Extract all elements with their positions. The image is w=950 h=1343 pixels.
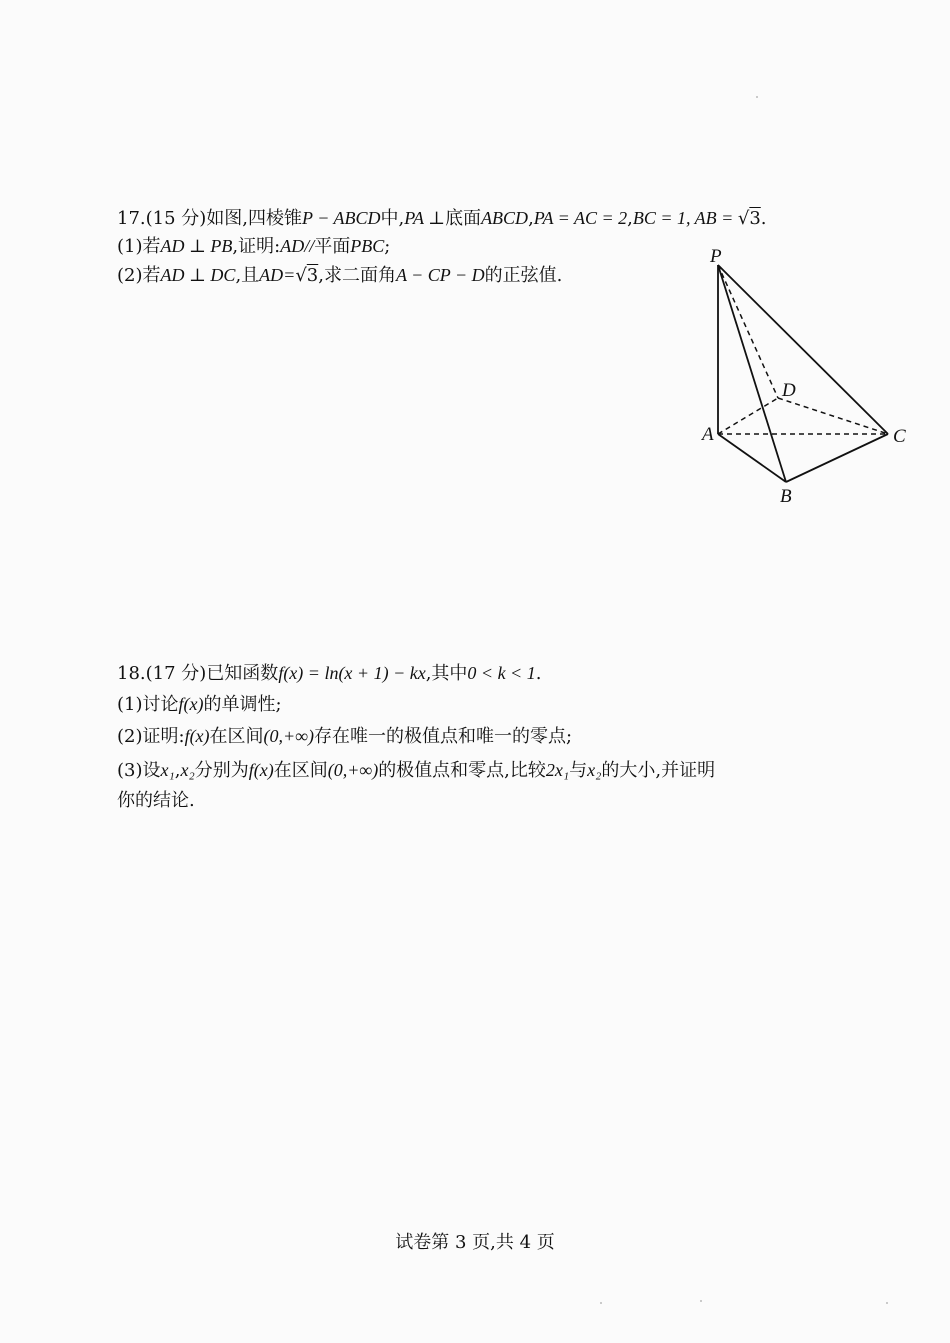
sqrt-radicand: 3 [749, 208, 761, 229]
q17-part2-angle: A − CP − D [395, 265, 485, 285]
q18-line-2 [117, 691, 282, 718]
q18-text: 的极值点和零点,比较 [378, 760, 546, 781]
q17-text: 如图,四棱锥 [206, 208, 303, 229]
label-a: A [702, 424, 714, 445]
q18-part3-interval: (0,+∞) [327, 760, 379, 780]
q17-part2-cond: AD ⊥ DC [160, 265, 236, 285]
q18-number: 18. [117, 663, 146, 684]
q18-part2-label: (2)证明: [117, 726, 185, 747]
q18-part1-label: (1)讨论 [117, 694, 179, 715]
label-b: B [780, 486, 792, 507]
q17-text: , [528, 208, 534, 229]
q17-part2-label: (2)若 [117, 265, 161, 286]
q18-function: f(x) = ln(x + 1) − kx [278, 663, 426, 683]
q17-part1-plane: PBC [350, 236, 385, 256]
q18-text: 存在唯一的极值点和唯一的零点; [314, 726, 573, 747]
pyramid-figure [690, 240, 920, 520]
q18-part2-func: f(x) [184, 726, 210, 746]
q18-x2-compare: x₂ [587, 760, 602, 780]
q18-text: 在区间 [209, 726, 264, 747]
q18-score: (17 分) [145, 663, 207, 684]
label-c: C [893, 426, 906, 447]
q17-text: ,且 [235, 265, 260, 286]
q18-text: 在区间 [273, 760, 328, 781]
q18-text: 的大小,并证明 [601, 760, 716, 781]
q17-text: 中, [380, 208, 405, 229]
scan-speck [756, 96, 758, 98]
q18-text: 已知函数 [206, 663, 279, 684]
q18-part1-func: f(x) [178, 694, 204, 714]
edge-bc [786, 434, 888, 482]
q17-text: . [760, 208, 767, 229]
q17-eq2: BC = 1, AB = [632, 208, 738, 228]
label-d: D [782, 380, 796, 401]
page-footer: 试卷第 3 页,共 4 页 [395, 1232, 555, 1253]
q18-part3-label: (3)设 [117, 760, 161, 781]
q17-text: , [627, 208, 633, 229]
edge-pc [718, 265, 888, 434]
q17-line-2 [117, 233, 390, 260]
q17-text: ,求二面角 [318, 265, 396, 286]
label-p: P [710, 246, 722, 267]
q17-text: ,证明: [232, 236, 281, 257]
q17-text: ; [384, 236, 391, 257]
q17-text: 平面 [314, 236, 351, 257]
edge-ab [718, 434, 786, 482]
q18-text: ,其中 [425, 663, 468, 684]
q17-pyramid: P − ABCD [302, 208, 381, 228]
edge-dc [778, 398, 888, 434]
q17-part1-concl: AD// [280, 236, 315, 256]
q18-part2-interval: (0,+∞) [263, 726, 315, 746]
q17-part1-label: (1)若 [117, 236, 161, 257]
q18-line-3 [117, 723, 572, 750]
sqrt-sign: √ [737, 208, 750, 229]
q17-text: 底面 [445, 208, 482, 229]
q17-pa-perp: PA ⊥ [404, 208, 446, 228]
q17-eq1: PA = AC = 2 [533, 208, 628, 228]
q17-part1-cond: AD ⊥ PB [160, 236, 233, 256]
q17-base: ABCD [481, 208, 529, 228]
q17-number: 17. [117, 208, 146, 229]
q17-part2-ad: AD= [259, 265, 296, 285]
q17-line-3 [117, 262, 562, 289]
q18-condition: 0 < k < 1 [467, 663, 536, 683]
scan-speck [600, 1302, 602, 1304]
sqrt-radicand: 3 [306, 265, 319, 286]
sqrt-sign: √ [295, 265, 307, 286]
q18-text: . [535, 663, 542, 684]
q18-two-x1: 2x₁ [545, 760, 570, 780]
scan-speck [700, 1300, 702, 1302]
q18-text: 分别为 [194, 760, 249, 781]
q18-line-5: 你的结论. [117, 790, 195, 811]
q17-score: (15 分) [145, 208, 207, 229]
q18-text: , [174, 760, 181, 781]
q17-line-1 [117, 205, 767, 232]
edge-pd [718, 265, 778, 398]
q18-x1: x₁ [160, 760, 175, 780]
q18-text: 的单调性; [203, 694, 282, 715]
q17-text: 的正弦值. [484, 265, 563, 286]
scan-speck [886, 1302, 888, 1304]
q18-text: 与 [569, 760, 588, 781]
q18-line-1 [117, 660, 541, 687]
q18-part3-func: f(x) [248, 760, 274, 780]
q18-x2: x₂ [180, 760, 195, 780]
q18-line-4 [117, 757, 715, 784]
